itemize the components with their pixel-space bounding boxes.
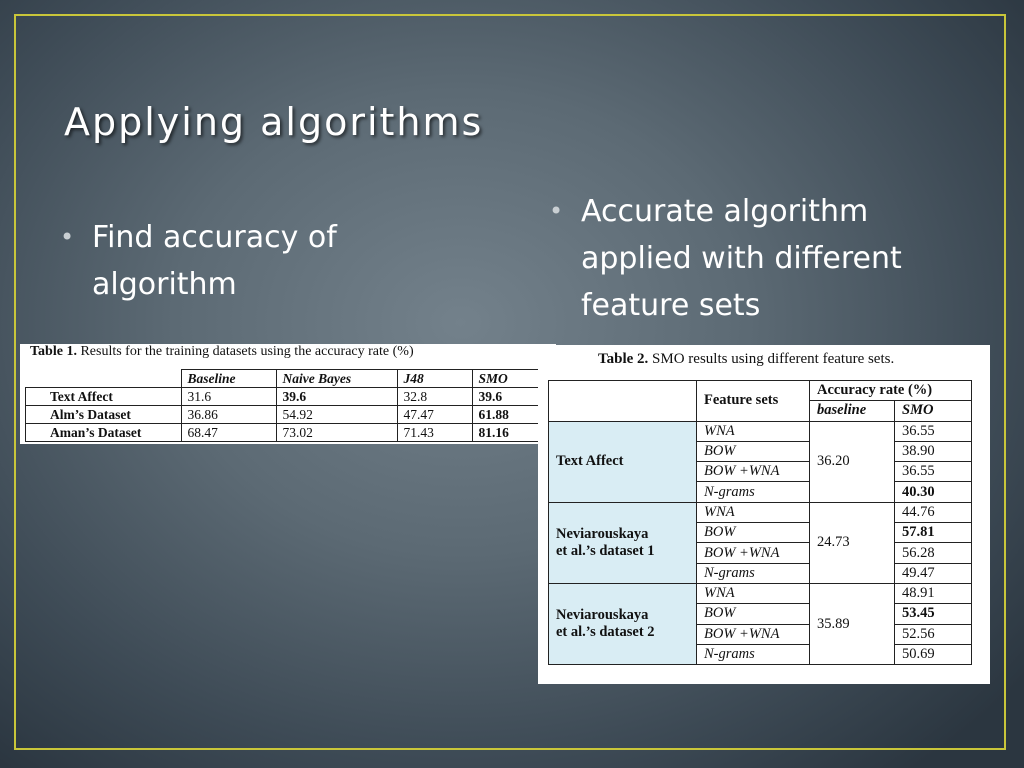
table-cell: 24.73: [810, 502, 895, 583]
table-cell: 50.69: [895, 644, 972, 664]
table2-image: [538, 345, 990, 684]
table-cell: WNA: [697, 421, 810, 441]
table-header-cell: baseline: [810, 401, 895, 421]
table-cell: [549, 381, 697, 422]
table2: [548, 380, 972, 665]
table-cell: BOW: [697, 523, 810, 543]
table-header-cell: Naive Bayes: [276, 370, 397, 388]
right-bullet-line: Accurate algorithm: [581, 194, 869, 229]
table-row: Aman’s Dataset 68.47 73.02 71.43 81.16: [26, 424, 544, 442]
table-header-cell: Feature sets: [697, 381, 810, 422]
table-cell: BOW +WNA: [697, 543, 810, 563]
right-bullet: [549, 188, 969, 329]
table-row: Alm’s Dataset 36.86 54.92 47.47 61.88: [26, 406, 544, 424]
group-label: Text Affect: [549, 421, 697, 502]
bullet-dot-icon: [549, 188, 581, 329]
table-header-cell: SMO: [472, 370, 543, 388]
table-cell: BOW +WNA: [697, 624, 810, 644]
table-cell: 57.81: [895, 523, 972, 543]
table-cell: 48.91: [895, 583, 972, 603]
table-cell: BOW: [697, 604, 810, 624]
table1-caption: Table 1. Results for the training datasets using the accuracy rate (%): [30, 344, 414, 359]
table-row: [549, 502, 972, 522]
left-bullet-line: algorithm: [92, 267, 237, 302]
table-cell: N-grams: [697, 563, 810, 583]
table-header-row: [549, 381, 972, 401]
table-cell: 52.56: [895, 624, 972, 644]
table-cell: BOW +WNA: [697, 462, 810, 482]
table-cell: 56.28: [895, 543, 972, 563]
left-bullet: [60, 214, 480, 308]
slide-title: Applying algorithms: [64, 100, 484, 144]
right-bullet-line: applied with different: [581, 241, 902, 276]
right-bullet-line: feature sets: [581, 288, 761, 323]
table-cell: BOW: [697, 441, 810, 461]
table-cell: N-grams: [697, 482, 810, 502]
table-cell: 35.89: [810, 583, 895, 664]
table-cell: WNA: [697, 583, 810, 603]
table1-image: [20, 344, 556, 444]
table-header-cell: Accuracy rate (%): [810, 381, 972, 401]
bullet-dot-icon: [60, 214, 92, 308]
table-cell: 38.90: [895, 441, 972, 461]
table-cell: 36.55: [895, 462, 972, 482]
table-row: [549, 421, 972, 441]
table-row: [549, 583, 972, 603]
table-cell: N-grams: [697, 644, 810, 664]
table2-caption: Table 2. SMO results using different feature sets.: [598, 351, 895, 367]
table-cell: 36.20: [810, 421, 895, 502]
table-cell: WNA: [697, 502, 810, 522]
left-bullet-line: Find accuracy of: [92, 220, 337, 255]
table-row: Text Affect 31.6 39.6 32.8 39.6: [26, 388, 544, 406]
table-cell: 44.76: [895, 502, 972, 522]
group-label: Neviarouskaya et al.’s dataset 2: [549, 583, 697, 664]
table-cell: 36.55: [895, 421, 972, 441]
group-label: Neviarouskaya et al.’s dataset 1: [549, 502, 697, 583]
table-cell: 53.45: [895, 604, 972, 624]
table-header-cell: Baseline: [181, 370, 276, 388]
table-header-cell: J48: [397, 370, 472, 388]
table-cell: 49.47: [895, 563, 972, 583]
table-header-cell: SMO: [895, 401, 972, 421]
table1: [25, 369, 544, 442]
table-header-row: [26, 370, 544, 388]
table-cell: 40.30: [895, 482, 972, 502]
